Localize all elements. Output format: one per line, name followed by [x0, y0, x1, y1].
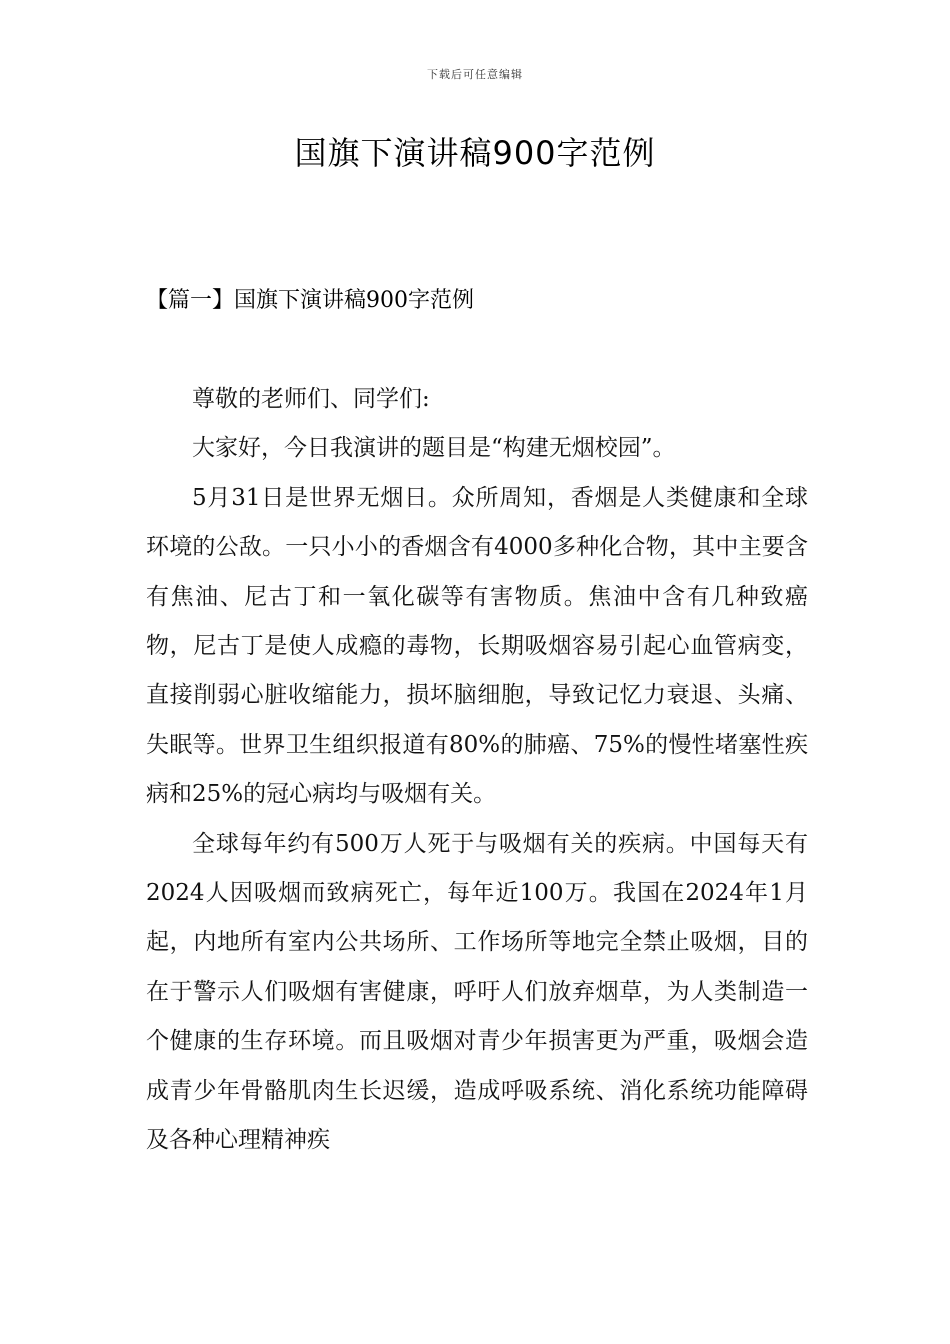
section-heading: 【篇一】国旗下演讲稿900字范例 [146, 288, 474, 313]
document-body [146, 375, 808, 1166]
paragraph-salutation: 尊敬的老师们、同学们: [192, 386, 430, 412]
header-note: 下载后可任意编辑 [427, 68, 523, 81]
document-title: 国旗下演讲稿900字范例 [294, 134, 656, 172]
paragraph-body-1: 5月31日是世界无烟日。众所周知，香烟是人类健康和全球环境的公敌。一只小小的香烟含有4000多种化合物，其中主要含有焦油、尼古丁和一氧化碳等有害物质。焦油中含有几种致癌物，尼古丁是使人成瘾的毒物，长期吸烟容易引起心血管病变，直接削弱心脏收缩能力，损坏脑细胞，导致记忆力衰退、头痛、失眠等。世界卫生组织报道有80%的肺癌、75%的慢性堵塞性疾病和25%的冠心病均与吸烟有关。 [146, 484, 808, 808]
paragraph-greeting: 大家好，今日我演讲的题目是“构建无烟校园”。 [192, 435, 676, 462]
paragraph-body-2: 全球每年约有500万人死于与吸烟有关的疾病。中国每天有2024人因吸烟而致病死亡，每年近100万。我国在2024年1月起，内地所有室内公共场所、工作场所等地完全禁止吸烟，目的在于警示人们吸烟有害健康，呼吁人们放弃烟草，为人类制造一个健康的生存环境。而且吸烟对青少年损害更为严重，吸烟会造成青少年骨骼肌肉生长迟缓，造成呼吸系统、消化系统功能障碍及各种心理精神疾 [146, 830, 808, 1154]
